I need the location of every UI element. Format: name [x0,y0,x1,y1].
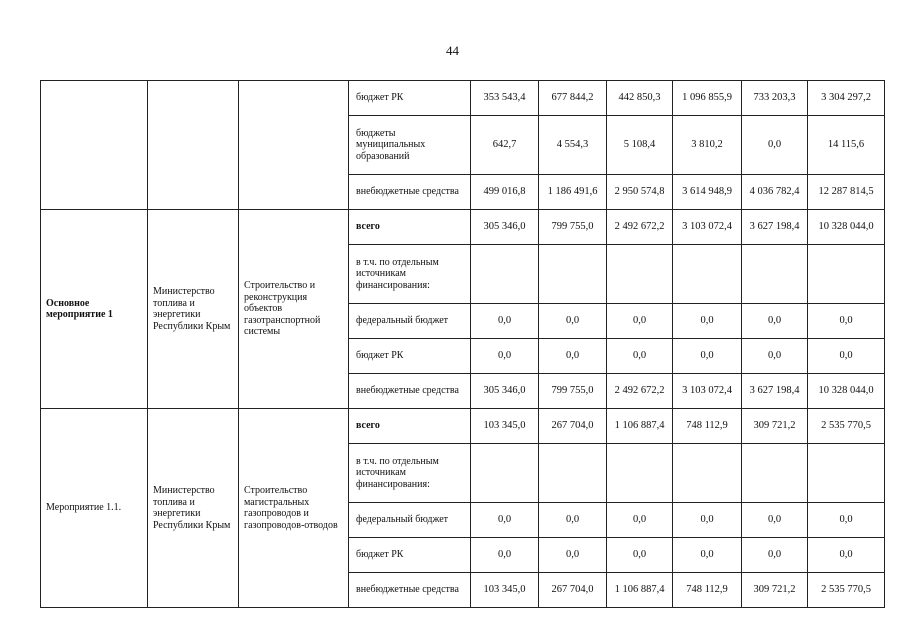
value-cell: 3 304 297,2 [808,81,885,116]
value-cell: 14 115,6 [808,116,885,175]
activity-name: Мероприятие 1.1. [41,409,148,608]
funding-table [40,80,885,608]
value-cell: 0,0 [539,304,607,339]
value-cell: 0,0 [607,538,673,573]
value-cell: 0,0 [539,538,607,573]
value-cell: 5 108,4 [607,116,673,175]
value-cell: 1 106 887,4 [607,573,673,608]
value-cell [742,444,808,503]
value-cell: 677 844,2 [539,81,607,116]
value-cell: 3 103 072,4 [673,374,742,409]
executor-cell [148,81,239,210]
value-cell: 0,0 [742,503,808,538]
value-cell: 0,0 [471,339,539,374]
value-cell: 1 096 855,9 [673,81,742,116]
source-cell: федеральный бюджет [349,503,471,538]
value-cell: 10 328 044,0 [808,374,885,409]
value-cell: 0,0 [808,503,885,538]
page-number: 44 [446,43,459,58]
value-cell: 10 328 044,0 [808,210,885,245]
value-cell: 2 492 672,2 [607,210,673,245]
value-cell: 799 755,0 [539,210,607,245]
value-cell: 103 345,0 [471,573,539,608]
executor-name: Министерство топлива и энергетики Республики Крым [148,409,239,608]
source-cell: федеральный бюджет [349,304,471,339]
value-cell: 0,0 [742,116,808,175]
value-cell [539,245,607,304]
description-cell [239,81,349,210]
value-cell: 748 112,9 [673,573,742,608]
value-cell: 2 950 574,8 [607,175,673,210]
value-cell: 309 721,2 [742,573,808,608]
value-cell: 305 346,0 [471,210,539,245]
value-cell: 642,7 [471,116,539,175]
value-cell: 4 554,3 [539,116,607,175]
value-cell: 309 721,2 [742,409,808,444]
source-cell: внебюджетные средства [349,374,471,409]
value-cell: 0,0 [808,339,885,374]
value-cell: 3 810,2 [673,116,742,175]
source-cell: бюджет РК [349,538,471,573]
value-cell: 0,0 [607,503,673,538]
value-cell [673,245,742,304]
value-cell: 0,0 [471,538,539,573]
source-cell: в т.ч. по отдельным источникам финансирования: [349,444,471,503]
source-cell: в т.ч. по отдельным источникам финансирования: [349,245,471,304]
value-cell [808,444,885,503]
value-cell: 3 614 948,9 [673,175,742,210]
source-cell: бюджеты муниципальных образований [349,116,471,175]
value-cell: 305 346,0 [471,374,539,409]
table-row [41,210,885,245]
value-cell: 2 535 770,5 [808,409,885,444]
value-cell: 267 704,0 [539,573,607,608]
value-cell: 267 704,0 [539,409,607,444]
table-row [41,409,885,444]
value-cell: 0,0 [808,538,885,573]
value-cell: 3 103 072,4 [673,210,742,245]
value-cell [742,245,808,304]
value-cell: 0,0 [471,304,539,339]
value-cell: 12 287 814,5 [808,175,885,210]
source-cell: внебюджетные средства [349,175,471,210]
value-cell: 748 112,9 [673,409,742,444]
value-cell: 2 535 770,5 [808,573,885,608]
value-cell: 4 036 782,4 [742,175,808,210]
value-cell: 103 345,0 [471,409,539,444]
value-cell [539,444,607,503]
activity-description: Строительство магистральных газопроводов и газопроводов-отводов [239,409,349,608]
value-cell: 0,0 [673,503,742,538]
value-cell [471,444,539,503]
value-cell: 1 106 887,4 [607,409,673,444]
value-cell: 353 543,4 [471,81,539,116]
value-cell: 0,0 [539,339,607,374]
source-cell: бюджет РК [349,81,471,116]
value-cell [471,245,539,304]
value-cell: 0,0 [607,339,673,374]
value-cell [808,245,885,304]
table-row [41,81,885,116]
source-cell: всего [349,409,471,444]
activity-name: Основное мероприятие 1 [41,210,148,409]
name-cell [41,81,148,210]
value-cell: 3 627 198,4 [742,210,808,245]
value-cell: 0,0 [607,304,673,339]
value-cell [607,245,673,304]
value-cell: 3 627 198,4 [742,374,808,409]
value-cell: 442 850,3 [607,81,673,116]
value-cell: 733 203,3 [742,81,808,116]
value-cell: 0,0 [673,339,742,374]
value-cell: 0,0 [742,304,808,339]
value-cell: 0,0 [742,339,808,374]
value-cell: 799 755,0 [539,374,607,409]
value-cell: 0,0 [673,304,742,339]
source-cell: бюджет РК [349,339,471,374]
value-cell: 0,0 [539,503,607,538]
value-cell: 0,0 [471,503,539,538]
value-cell [607,444,673,503]
value-cell: 2 492 672,2 [607,374,673,409]
value-cell [673,444,742,503]
executor-name: Министерство топлива и энергетики Республики Крым [148,210,239,409]
value-cell: 0,0 [742,538,808,573]
source-cell: всего [349,210,471,245]
value-cell: 0,0 [673,538,742,573]
activity-description: Строительство и реконструкция объектов газотранспортной системы [239,210,349,409]
value-cell: 0,0 [808,304,885,339]
value-cell: 1 186 491,6 [539,175,607,210]
value-cell: 499 016,8 [471,175,539,210]
source-cell: внебюджетные средства [349,573,471,608]
